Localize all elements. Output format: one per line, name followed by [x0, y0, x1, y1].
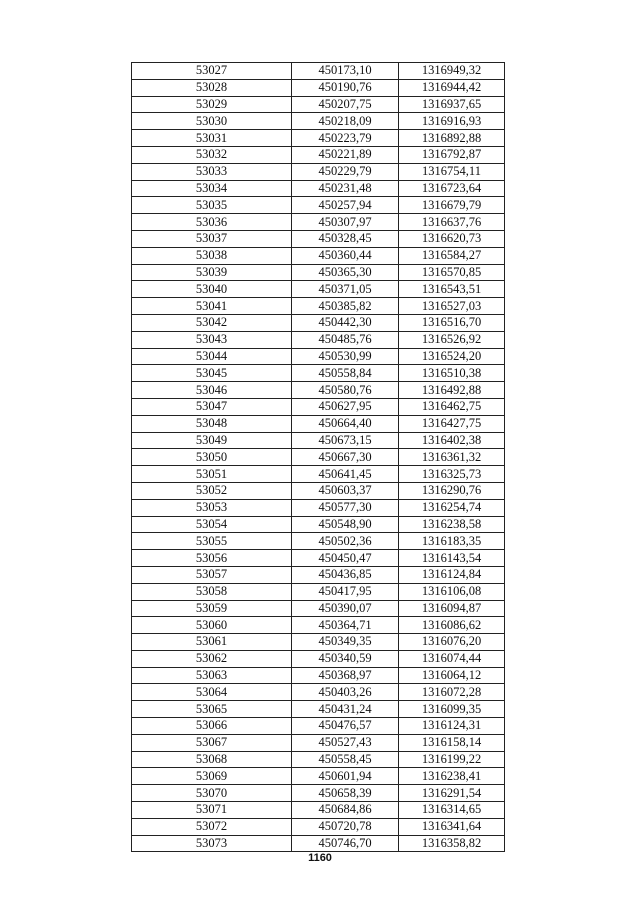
y-coordinate-cell: 1316516,70	[399, 314, 505, 331]
x-coordinate-cell: 450365,30	[292, 264, 399, 281]
point-number-cell: 53040	[132, 281, 292, 298]
table-row	[132, 365, 505, 382]
y-coordinate-cell: 1316124,84	[399, 566, 505, 583]
y-coordinate-cell: 1316358,82	[399, 835, 505, 852]
x-coordinate-cell: 450558,45	[292, 751, 399, 768]
y-coordinate-cell: 1316314,65	[399, 802, 505, 819]
x-coordinate-cell: 450664,40	[292, 415, 399, 432]
table-row	[132, 768, 505, 785]
y-coordinate-cell: 1316679,79	[399, 197, 505, 214]
page-number: 1160	[308, 852, 332, 864]
x-coordinate-cell: 450207,75	[292, 96, 399, 113]
point-number-cell: 53036	[132, 214, 292, 231]
point-number-cell: 53051	[132, 466, 292, 483]
table-row	[132, 96, 505, 113]
y-coordinate-cell: 1316526,92	[399, 331, 505, 348]
y-coordinate-cell: 1316086,62	[399, 617, 505, 634]
table-row	[132, 314, 505, 331]
y-coordinate-cell: 1316570,85	[399, 264, 505, 281]
y-coordinate-cell: 1316637,76	[399, 214, 505, 231]
x-coordinate-cell: 450502,36	[292, 533, 399, 550]
x-coordinate-cell: 450580,76	[292, 382, 399, 399]
point-number-cell: 53073	[132, 835, 292, 852]
y-coordinate-cell: 1316124,31	[399, 718, 505, 735]
table-row	[132, 163, 505, 180]
point-number-cell: 53039	[132, 264, 292, 281]
point-number-cell: 53062	[132, 650, 292, 667]
x-coordinate-cell: 450390,07	[292, 600, 399, 617]
x-coordinate-cell: 450328,45	[292, 230, 399, 247]
table-row	[132, 583, 505, 600]
table-row	[132, 63, 505, 80]
point-number-cell: 53054	[132, 516, 292, 533]
y-coordinate-cell: 1316402,38	[399, 432, 505, 449]
table-row	[132, 600, 505, 617]
x-coordinate-cell: 450658,39	[292, 785, 399, 802]
x-coordinate-cell: 450385,82	[292, 298, 399, 315]
table-row	[132, 398, 505, 415]
x-coordinate-cell: 450530,99	[292, 348, 399, 365]
y-coordinate-cell: 1316527,03	[399, 298, 505, 315]
point-number-cell: 53052	[132, 482, 292, 499]
point-number-cell: 53035	[132, 197, 292, 214]
y-coordinate-cell: 1316916,93	[399, 113, 505, 130]
point-number-cell: 53043	[132, 331, 292, 348]
point-number-cell: 53045	[132, 365, 292, 382]
x-coordinate-cell: 450349,35	[292, 634, 399, 651]
y-coordinate-cell: 1316361,32	[399, 449, 505, 466]
x-coordinate-cell: 450577,30	[292, 499, 399, 516]
point-number-cell: 53042	[132, 314, 292, 331]
table-row	[132, 701, 505, 718]
table-row	[132, 331, 505, 348]
table-row	[132, 348, 505, 365]
point-number-cell: 53041	[132, 298, 292, 315]
y-coordinate-cell: 1316462,75	[399, 398, 505, 415]
table-row	[132, 550, 505, 567]
point-number-cell: 53031	[132, 130, 292, 147]
y-coordinate-cell: 1316291,54	[399, 785, 505, 802]
point-number-cell: 53058	[132, 583, 292, 600]
point-number-cell: 53065	[132, 701, 292, 718]
point-number-cell: 53029	[132, 96, 292, 113]
point-number-cell: 53034	[132, 180, 292, 197]
point-number-cell: 53050	[132, 449, 292, 466]
point-number-cell: 53049	[132, 432, 292, 449]
table-row	[132, 214, 505, 231]
table-row	[132, 818, 505, 835]
y-coordinate-cell: 1316723,64	[399, 180, 505, 197]
table-row	[132, 516, 505, 533]
y-coordinate-cell: 1316143,54	[399, 550, 505, 567]
x-coordinate-cell: 450231,48	[292, 180, 399, 197]
x-coordinate-cell: 450307,97	[292, 214, 399, 231]
x-coordinate-cell: 450667,30	[292, 449, 399, 466]
y-coordinate-cell: 1316254,74	[399, 499, 505, 516]
x-coordinate-cell: 450684,86	[292, 802, 399, 819]
point-number-cell: 53061	[132, 634, 292, 651]
y-coordinate-cell: 1316325,73	[399, 466, 505, 483]
y-coordinate-cell: 1316158,14	[399, 734, 505, 751]
table-row	[132, 667, 505, 684]
table-row	[132, 533, 505, 550]
y-coordinate-cell: 1316074,44	[399, 650, 505, 667]
x-coordinate-cell: 450527,43	[292, 734, 399, 751]
point-number-cell: 53063	[132, 667, 292, 684]
y-coordinate-cell: 1316892,88	[399, 130, 505, 147]
y-coordinate-cell: 1316524,20	[399, 348, 505, 365]
y-coordinate-cell: 1316341,64	[399, 818, 505, 835]
x-coordinate-cell: 450257,94	[292, 197, 399, 214]
x-coordinate-cell: 450223,79	[292, 130, 399, 147]
table-row	[132, 466, 505, 483]
table-row	[132, 751, 505, 768]
point-number-cell: 53071	[132, 802, 292, 819]
point-number-cell: 53046	[132, 382, 292, 399]
table-row	[132, 382, 505, 399]
x-coordinate-cell: 450720,78	[292, 818, 399, 835]
point-number-cell: 53048	[132, 415, 292, 432]
x-coordinate-cell: 450442,30	[292, 314, 399, 331]
point-number-cell: 53069	[132, 768, 292, 785]
y-coordinate-cell: 1316510,38	[399, 365, 505, 382]
table-row	[132, 230, 505, 247]
table-row	[132, 79, 505, 96]
point-number-cell: 53057	[132, 566, 292, 583]
y-coordinate-cell: 1316949,32	[399, 63, 505, 80]
table-row	[132, 247, 505, 264]
x-coordinate-cell: 450641,45	[292, 466, 399, 483]
x-coordinate-cell: 450746,70	[292, 835, 399, 852]
x-coordinate-cell: 450476,57	[292, 718, 399, 735]
point-number-cell: 53053	[132, 499, 292, 516]
x-coordinate-cell: 450436,85	[292, 566, 399, 583]
point-number-cell: 53059	[132, 600, 292, 617]
y-coordinate-cell: 1316944,42	[399, 79, 505, 96]
table-row	[132, 449, 505, 466]
y-coordinate-cell: 1316543,51	[399, 281, 505, 298]
point-number-cell: 53066	[132, 718, 292, 735]
point-number-cell: 53044	[132, 348, 292, 365]
table-row	[132, 415, 505, 432]
point-number-cell: 53068	[132, 751, 292, 768]
coordinates-table	[131, 62, 505, 852]
x-coordinate-cell: 450371,05	[292, 281, 399, 298]
table-row	[132, 298, 505, 315]
x-coordinate-cell: 450548,90	[292, 516, 399, 533]
y-coordinate-cell: 1316183,35	[399, 533, 505, 550]
y-coordinate-cell: 1316199,22	[399, 751, 505, 768]
y-coordinate-cell: 1316238,41	[399, 768, 505, 785]
x-coordinate-cell: 450403,26	[292, 684, 399, 701]
x-coordinate-cell: 450603,37	[292, 482, 399, 499]
x-coordinate-cell: 450601,94	[292, 768, 399, 785]
y-coordinate-cell: 1316290,76	[399, 482, 505, 499]
table-row	[132, 197, 505, 214]
point-number-cell: 53064	[132, 684, 292, 701]
x-coordinate-cell: 450229,79	[292, 163, 399, 180]
point-number-cell: 53032	[132, 146, 292, 163]
y-coordinate-cell: 1316106,08	[399, 583, 505, 600]
x-coordinate-cell: 450673,15	[292, 432, 399, 449]
point-number-cell: 53070	[132, 785, 292, 802]
y-coordinate-cell: 1316099,35	[399, 701, 505, 718]
y-coordinate-cell: 1316094,87	[399, 600, 505, 617]
x-coordinate-cell: 450218,09	[292, 113, 399, 130]
table-row	[132, 113, 505, 130]
table-row	[132, 785, 505, 802]
coordinates-table-body	[132, 63, 505, 852]
y-coordinate-cell: 1316492,88	[399, 382, 505, 399]
y-coordinate-cell: 1316072,28	[399, 684, 505, 701]
table-row	[132, 684, 505, 701]
x-coordinate-cell: 450627,95	[292, 398, 399, 415]
x-coordinate-cell: 450417,95	[292, 583, 399, 600]
x-coordinate-cell: 450190,76	[292, 79, 399, 96]
table-row	[132, 281, 505, 298]
y-coordinate-cell: 1316238,58	[399, 516, 505, 533]
point-number-cell: 53072	[132, 818, 292, 835]
point-number-cell: 53038	[132, 247, 292, 264]
point-number-cell: 53037	[132, 230, 292, 247]
y-coordinate-cell: 1316937,65	[399, 96, 505, 113]
x-coordinate-cell: 450431,24	[292, 701, 399, 718]
point-number-cell: 53030	[132, 113, 292, 130]
x-coordinate-cell: 450173,10	[292, 63, 399, 80]
x-coordinate-cell: 450368,97	[292, 667, 399, 684]
table-row	[132, 264, 505, 281]
point-number-cell: 53060	[132, 617, 292, 634]
point-number-cell: 53056	[132, 550, 292, 567]
point-number-cell: 53055	[132, 533, 292, 550]
point-number-cell: 53067	[132, 734, 292, 751]
point-number-cell: 53027	[132, 63, 292, 80]
y-coordinate-cell: 1316754,11	[399, 163, 505, 180]
y-coordinate-cell: 1316064,12	[399, 667, 505, 684]
y-coordinate-cell: 1316427,75	[399, 415, 505, 432]
table-row	[132, 634, 505, 651]
y-coordinate-cell: 1316076,20	[399, 634, 505, 651]
table-row	[132, 482, 505, 499]
table-row	[132, 146, 505, 163]
table-row	[132, 718, 505, 735]
x-coordinate-cell: 450485,76	[292, 331, 399, 348]
x-coordinate-cell: 450360,44	[292, 247, 399, 264]
x-coordinate-cell: 450340,59	[292, 650, 399, 667]
y-coordinate-cell: 1316620,73	[399, 230, 505, 247]
y-coordinate-cell: 1316792,87	[399, 146, 505, 163]
table-row	[132, 835, 505, 852]
x-coordinate-cell: 450221,89	[292, 146, 399, 163]
table-row	[132, 617, 505, 634]
x-coordinate-cell: 450450,47	[292, 550, 399, 567]
table-row	[132, 802, 505, 819]
table-row	[132, 180, 505, 197]
table-row	[132, 566, 505, 583]
table-row	[132, 499, 505, 516]
point-number-cell: 53028	[132, 79, 292, 96]
table-row	[132, 650, 505, 667]
table-row	[132, 432, 505, 449]
x-coordinate-cell: 450364,71	[292, 617, 399, 634]
y-coordinate-cell: 1316584,27	[399, 247, 505, 264]
table-row	[132, 734, 505, 751]
x-coordinate-cell: 450558,84	[292, 365, 399, 382]
point-number-cell: 53033	[132, 163, 292, 180]
point-number-cell: 53047	[132, 398, 292, 415]
table-row	[132, 130, 505, 147]
